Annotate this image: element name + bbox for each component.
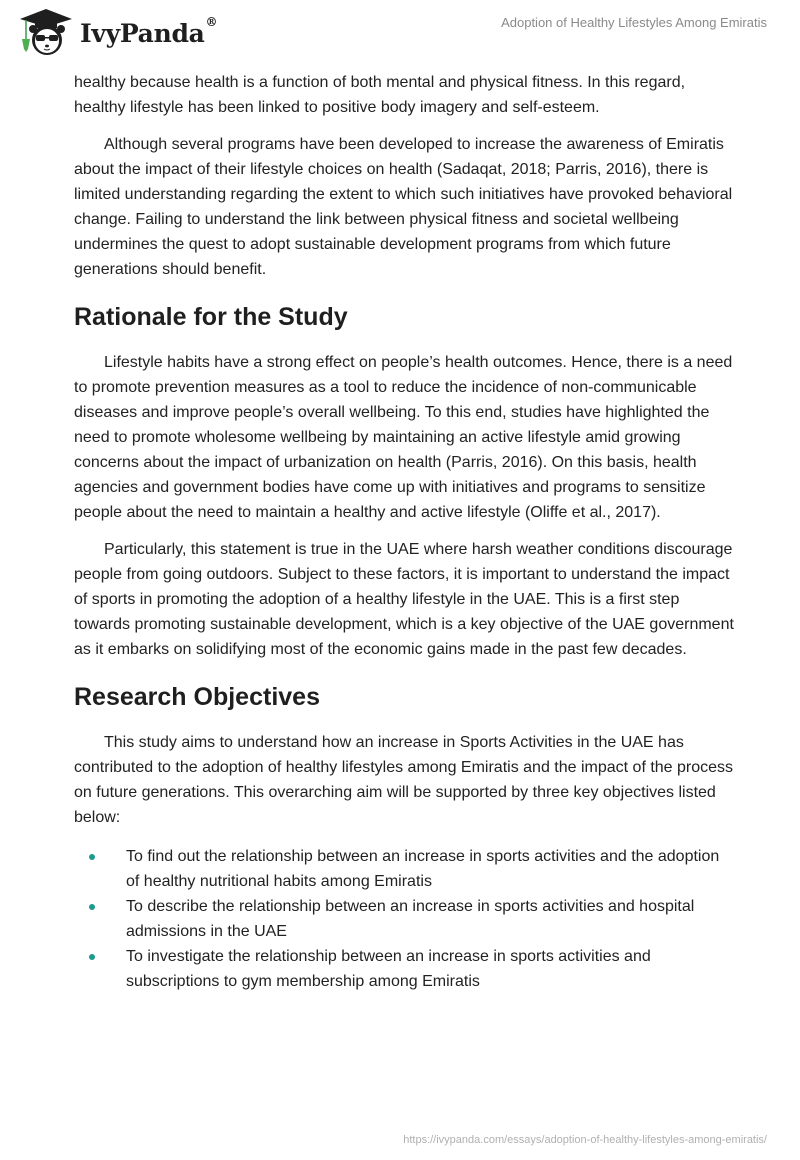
section-heading-objectives: Research Objectives bbox=[74, 683, 320, 711]
panda-graduate-icon bbox=[18, 7, 74, 57]
list-item bbox=[74, 944, 734, 994]
registered-mark: ® bbox=[205, 15, 218, 29]
paragraph-continued: healthy because health is a function of both mental and physical fitness. In this regard, healthy lifestyle has been linked to positive body imagery and self-esteem. bbox=[74, 74, 686, 116]
brand-logo[interactable] bbox=[18, 7, 218, 57]
list-item bbox=[74, 844, 734, 894]
bullet-icon bbox=[89, 904, 95, 910]
essay-body bbox=[74, 70, 734, 994]
list-item bbox=[74, 894, 734, 944]
brand-name: IvyPanda bbox=[80, 18, 205, 48]
paragraph-rationale-1: Lifestyle habits have a strong effect on people’s health outcomes. Hence, there is a need to promote prevention measures as a tool to reduce the incidence of non-communicable diseases and improve people’s overall wellbeing. To this end, studies have highlighted the need to promote wholesome wellbeing by maintaining an active lifestyle amid growing concerns about the impact of urbanization on health (Parris, 2016). On this basis, health agencies and government bodies have come up with initiatives and programs to sensitize people about the need to maintain a healthy and active lifestyle (Oliffe et al., 2017). bbox=[74, 354, 733, 521]
paragraph-awareness: Although several programs have been developed to increase the awareness of Emiratis about the impact of their lifestyle choices on health (Sadaqat, 2018; Parris, 2016), there is limited understanding regarding the extent to which such initiatives have provoked behavioral change. Failing to understand the link between physical fitness and societal wellbeing undermines the quest to adopt sustainable development programs from which future generations should benefit. bbox=[74, 136, 733, 278]
list-item-text: To describe the relationship between an increase in sports activities and hospital admissions in the UAE bbox=[126, 898, 695, 940]
objectives-list bbox=[74, 844, 734, 994]
bullet-icon bbox=[89, 854, 95, 860]
paragraph-objectives: This study aims to understand how an increase in Sports Activities in the UAE has contributed to the adoption of healthy lifestyles among Emiratis and the impact of the process on future generations. This overarching aim will be supported by three key objectives listed below: bbox=[74, 734, 734, 826]
bullet-icon bbox=[89, 954, 95, 960]
source-url[interactable]: https://ivypanda.com/essays/adoption-of-healthy-lifestyles-among-emiratis/ bbox=[403, 1134, 767, 1146]
document-title: Adoption of Healthy Lifestyles Among Emiratis bbox=[501, 15, 767, 30]
list-item-text: To find out the relationship between an increase in sports activities and the adoption of healthy nutritional habits among Emiratis bbox=[126, 848, 720, 890]
page-header bbox=[0, 0, 800, 60]
list-item-text: To investigate the relationship between an increase in sports activities and subscriptions to gym membership among Emiratis bbox=[126, 948, 651, 990]
section-heading-rationale: Rationale for the Study bbox=[74, 303, 348, 331]
paragraph-rationale-2: Particularly, this statement is true in the UAE where harsh weather conditions discourage people from going outdoors. Subject to these factors, it is important to understand the impact of sports in promoting the adoption of a healthy lifestyle in the UAE. This is a first step towards promoting sustainable development, which is a key objective of the UAE government as it embarks on solidifying most of the economic gains made in the past few decades. bbox=[74, 541, 734, 658]
